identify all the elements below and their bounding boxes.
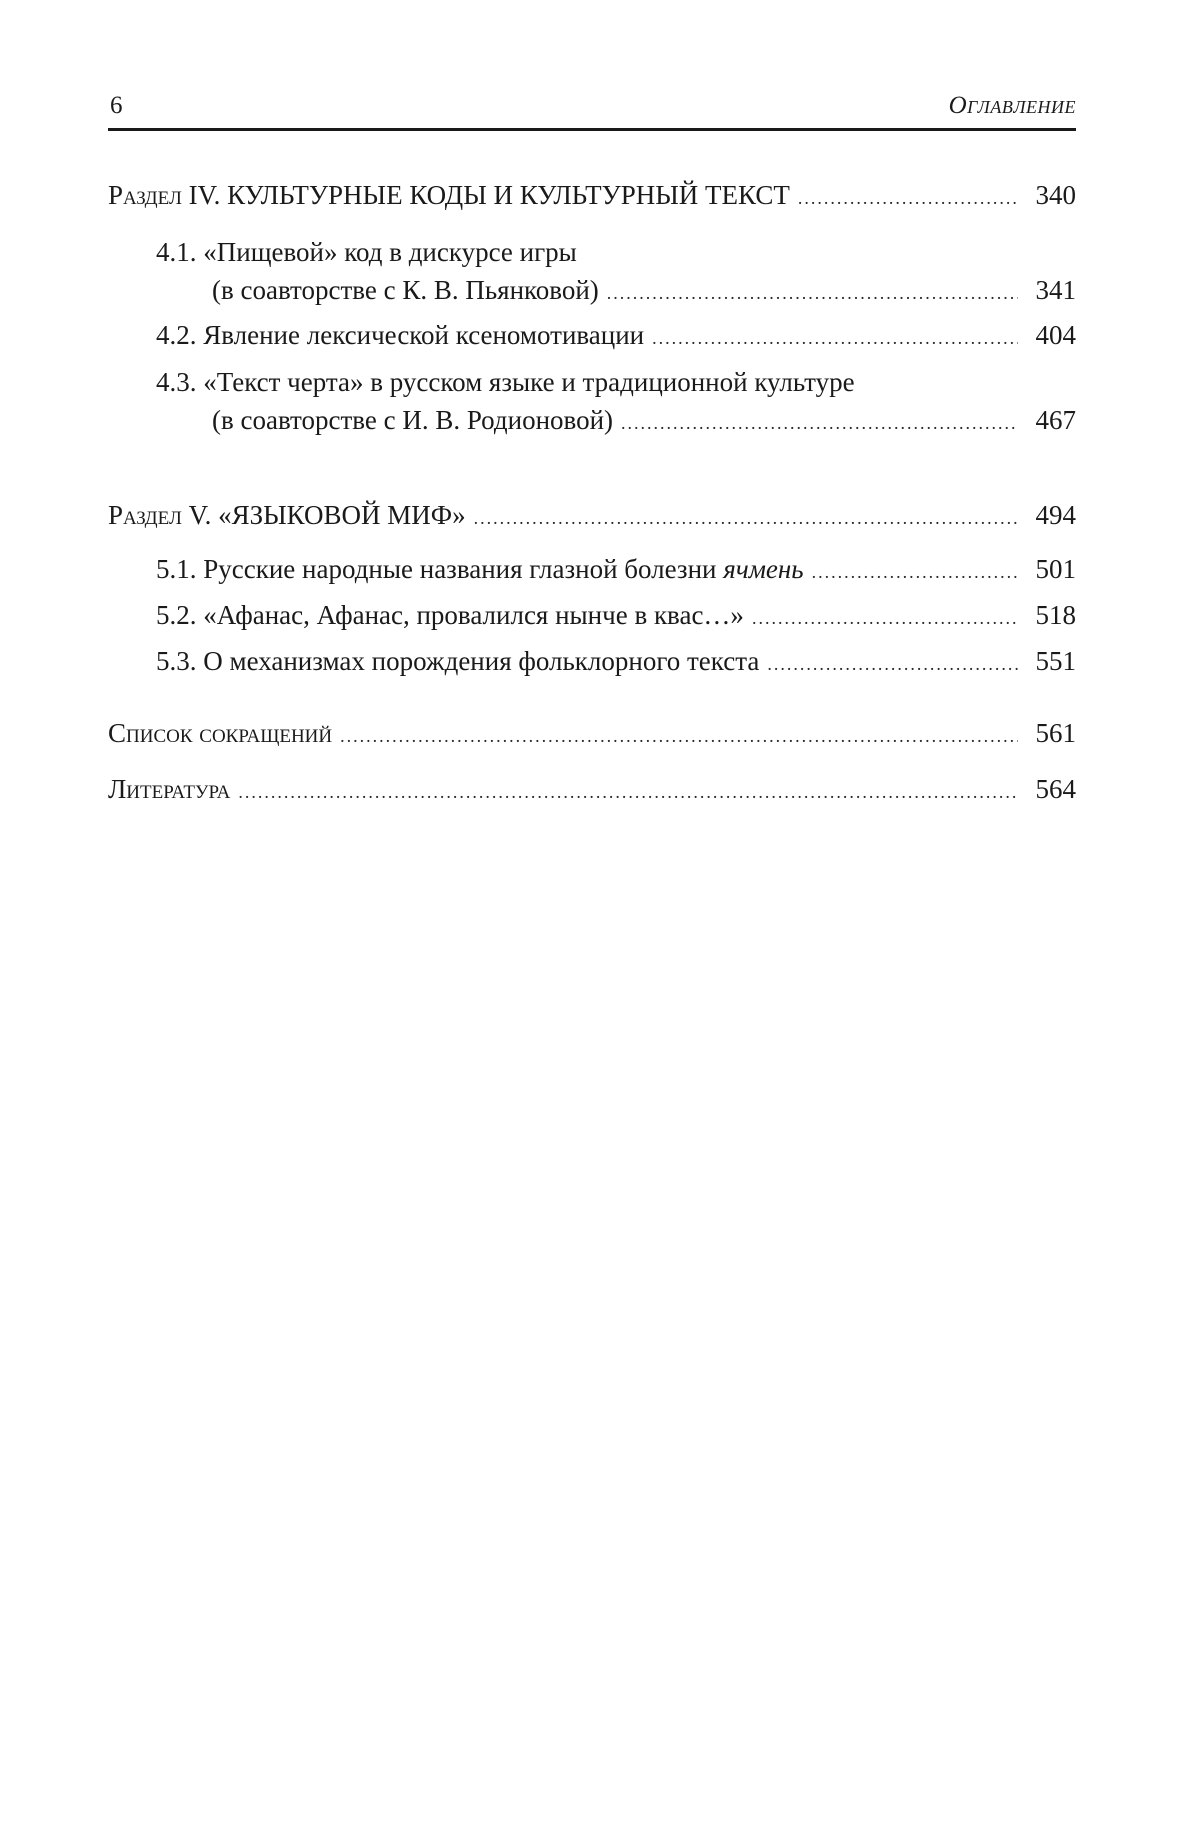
- toc-entry-4-1[interactable]: [108, 234, 1076, 311]
- page-number: 6: [110, 92, 123, 119]
- toc-entry-section-4[interactable]: [108, 177, 1076, 216]
- toc-entry-page: 340: [1035, 180, 1076, 210]
- toc-entry-5-1[interactable]: [108, 551, 1076, 590]
- toc-entry-title-regular: 5.1. Русские народные названия глазной болезни: [156, 554, 724, 584]
- toc-entry-page: 404: [1035, 320, 1076, 350]
- toc-entry-literature[interactable]: [108, 771, 1076, 810]
- toc-entry-title-continued: (в соавторстве с К. В. Пьянковой): [212, 275, 599, 305]
- toc-entry-page: 564: [1035, 774, 1076, 804]
- toc-entry-page: 518: [1035, 600, 1076, 630]
- dot-leader: [238, 774, 1018, 810]
- dot-leader: [474, 500, 1018, 536]
- toc-entry-title: 4.1. «Пищевой» код в дискурсе игры: [156, 237, 577, 267]
- toc-entry-page: 501: [1035, 554, 1076, 584]
- dot-leader: [767, 646, 1018, 682]
- toc-entry-title: Раздел IV. КУЛЬТУРНЫЕ КОДЫ И КУЛЬТУРНЫЙ ТЕКСТ: [108, 180, 790, 210]
- toc-entry-page: 551: [1035, 646, 1076, 676]
- toc-entry-5-3[interactable]: [108, 643, 1076, 682]
- toc-entry-page: 341: [1035, 275, 1076, 305]
- running-head-title: Оглавление: [948, 92, 1076, 119]
- toc-entry-page: 467: [1035, 405, 1076, 435]
- dot-leader: [798, 180, 1018, 216]
- document-page: [108, 88, 1076, 804]
- toc-entry-abbreviations[interactable]: [108, 715, 1076, 754]
- dot-leader: [621, 405, 1018, 441]
- toc-entry-title-continued: (в соавторстве с И. В. Родионовой): [212, 405, 614, 435]
- toc-entry-page: 561: [1035, 718, 1076, 748]
- toc-entry-title: 4.2. Явление лексической ксеномотивации: [156, 320, 645, 350]
- toc-entry-title: [156, 551, 804, 587]
- dot-leader: [607, 275, 1018, 311]
- running-head: [108, 88, 1076, 131]
- toc-entry-title: Литература: [108, 774, 231, 804]
- dot-leader: [652, 320, 1018, 356]
- toc-entry-5-2[interactable]: [108, 597, 1076, 636]
- toc-entry-page: 494: [1035, 500, 1076, 530]
- toc-entry-title: 5.3. О механизмах порождения фольклорного текста: [156, 646, 760, 676]
- dot-leader: [812, 554, 1018, 590]
- toc-entry-4-3[interactable]: [108, 364, 1076, 441]
- dot-leader: [752, 600, 1018, 636]
- toc-entry-title: 5.2. «Афанас, Афанас, провалился нынче в квас…»: [156, 600, 744, 630]
- toc-entry-title-italic: ячмень: [723, 554, 804, 584]
- dot-leader: [340, 718, 1018, 754]
- toc-entry-title: Раздел V. «ЯЗЫКОВОЙ МИФ»: [108, 500, 466, 530]
- toc-entry-title: Список сокращений: [108, 718, 333, 748]
- toc-entry-title: 4.3. «Текст черта» в русском языке и традиционной культуре: [156, 367, 855, 397]
- toc-entry-4-2[interactable]: [108, 317, 1076, 356]
- toc-entry-section-5[interactable]: [108, 497, 1076, 536]
